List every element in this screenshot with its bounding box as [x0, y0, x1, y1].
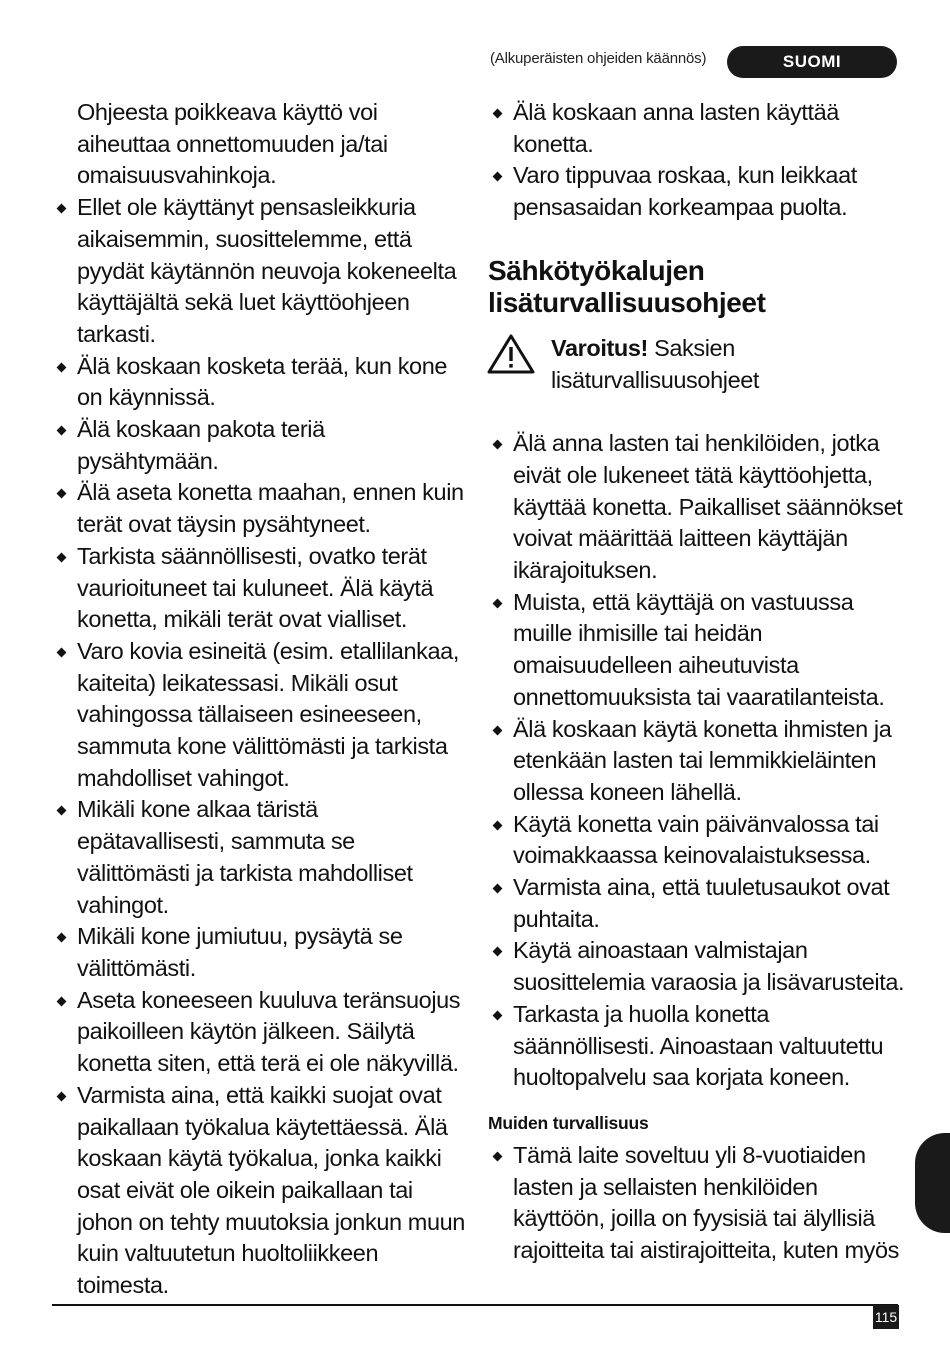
intro-paragraph: Ohjeesta poikkeava käyttö voi aiheuttaa onnettomuuden ja/tai omaisuusvahinkoja. — [77, 99, 388, 189]
list-item: Varmista aina, että tuuletusaukot ovat puhtaita. — [513, 872, 908, 935]
warning-triangle-icon — [487, 333, 535, 375]
bullet-icon — [494, 822, 502, 830]
bullet-icon — [494, 1153, 502, 1161]
bullet-icon — [58, 364, 66, 372]
warning-label: Varoitus! — [551, 334, 648, 361]
list-item: Käytä konetta vain päivänvalossa tai voimakkaassa keinovalaistuksessa. — [513, 809, 908, 872]
list-item: Tarkista säännöllisesti, ovatko terät vaurioituneet tai kuluneet. Älä käytä konetta, mikäli terät ovat vialliset. — [77, 541, 467, 636]
bullet-icon — [58, 934, 66, 942]
bullet-icon — [58, 649, 66, 657]
footer-divider — [52, 1304, 898, 1306]
list-item: Varo tippuvaa roskaa, kun leikkaat pensasaidan korkeampaa puolta. — [513, 160, 908, 223]
list-item: Ellet ole käyttänyt pensasleikkuria aikaisemmin, suosittelemme, että pyydät käytännön neuvoja kokeneelta käyttäjältä sekä luet käyttöohjeen tarkasti. — [77, 192, 467, 351]
bullet-icon — [494, 110, 502, 118]
right-column — [488, 97, 908, 1267]
bullet-icon — [494, 885, 502, 893]
subheading: Muiden turvallisuus — [488, 1112, 649, 1133]
bullet-icon — [58, 1093, 66, 1101]
page-number: 115 — [873, 1305, 899, 1329]
bullet-icon — [58, 490, 66, 498]
list-item: Varo kovia esineitä (esim. etallilankaa, kaiteita) leikatessasi. Mikäli osut vahingossa tällaiseen esineeseen, sammuta kone välittömästi ja tarkista mahdolliset vahingot. — [77, 636, 467, 795]
list-item: Mikäli kone alkaa täristä epätavallisesti, sammuta se välittömästi ja tarkista mahdolliset vahingot. — [77, 794, 467, 921]
bullet-icon — [494, 948, 502, 956]
list-item: Varmista aina, että kaikki suojat ovat paikallaan työkalua käytettäessä. Älä koskaan käytä työkalua, jonka kaikki osat eivät ole oikein paikallaan tai johon on tehty muutoksia jonkun muun kuin valtuutetun huoltoliikkeen toimesta. — [77, 1080, 467, 1302]
bullet-icon — [494, 727, 502, 735]
bullet-icon — [58, 427, 66, 435]
bullet-icon — [58, 807, 66, 815]
bullet-icon — [494, 1012, 502, 1020]
warning-text: Saksien lisäturvallisuusohjeet — [551, 334, 760, 393]
language-badge: SUOMI — [727, 46, 897, 78]
bullet-icon — [494, 600, 502, 608]
section-heading: Sähkötyökalujen lisäturvallisuusohjeet — [488, 254, 766, 318]
bullet-icon — [494, 173, 502, 181]
bullet-icon — [58, 205, 66, 213]
list-item: Älä koskaan käytä konetta ihmisten ja etenkään lasten tai lemmikkieläinten ollessa koneen lähellä. — [513, 714, 908, 809]
list-item: Älä aseta konetta maahan, ennen kuin terät ovat täysin pysähtyneet. — [77, 477, 467, 540]
bullet-icon — [494, 441, 502, 449]
list-item: Aseta koneeseen kuuluva teränsuojus paikoilleen käytön jälkeen. Säilytä konetta siten, että terä ei ole näkyvillä. — [77, 985, 467, 1080]
side-tab-marker — [915, 1133, 950, 1233]
list-item: Mikäli kone jumiutuu, pysäytä se välittömästi. — [77, 921, 467, 984]
warning-block — [551, 333, 908, 396]
bullet-icon — [58, 998, 66, 1006]
list-item: Älä anna lasten tai henkilöiden, jotka eivät ole lukeneet tätä käyttöohjetta, käyttää konetta. Paikalliset säännökset voivat määrittää laitteen käyttäjän ikärajoituksen. — [513, 428, 908, 587]
list-item: Älä koskaan anna lasten käyttää konetta. — [513, 97, 908, 160]
list-item: Muista, että käyttäjä on vastuussa muille ihmisille tai heidän omaisuudelleen aiheutuvista onnettomuuksista tai vaaratilanteista. — [513, 587, 908, 714]
list-item: Käytä ainoastaan valmistajan suosittelemia varaosia ja lisävarusteita. — [513, 935, 908, 998]
bullet-icon — [58, 554, 66, 562]
list-item: Tämä laite soveltuu yli 8-vuotiaiden lasten ja sellaisten henkilöiden käyttöön, joilla on fyysisiä tai älyllisiä rajoitteita tai aistirajoitteita, kuten myös — [513, 1140, 908, 1267]
list-item: Älä koskaan kosketa terää, kun kone on käynnissä. — [77, 351, 467, 414]
list-item: Tarkasta ja huolla konetta säännöllisesti. Ainoastaan valtuutettu huoltopalvelu saa korjata koneen. — [513, 999, 908, 1094]
translation-note: (Alkuperäisten ohjeiden käännös) — [490, 50, 707, 67]
list-item: Älä koskaan pakota teriä pysähtymään. — [77, 414, 467, 477]
left-column — [77, 97, 467, 1302]
